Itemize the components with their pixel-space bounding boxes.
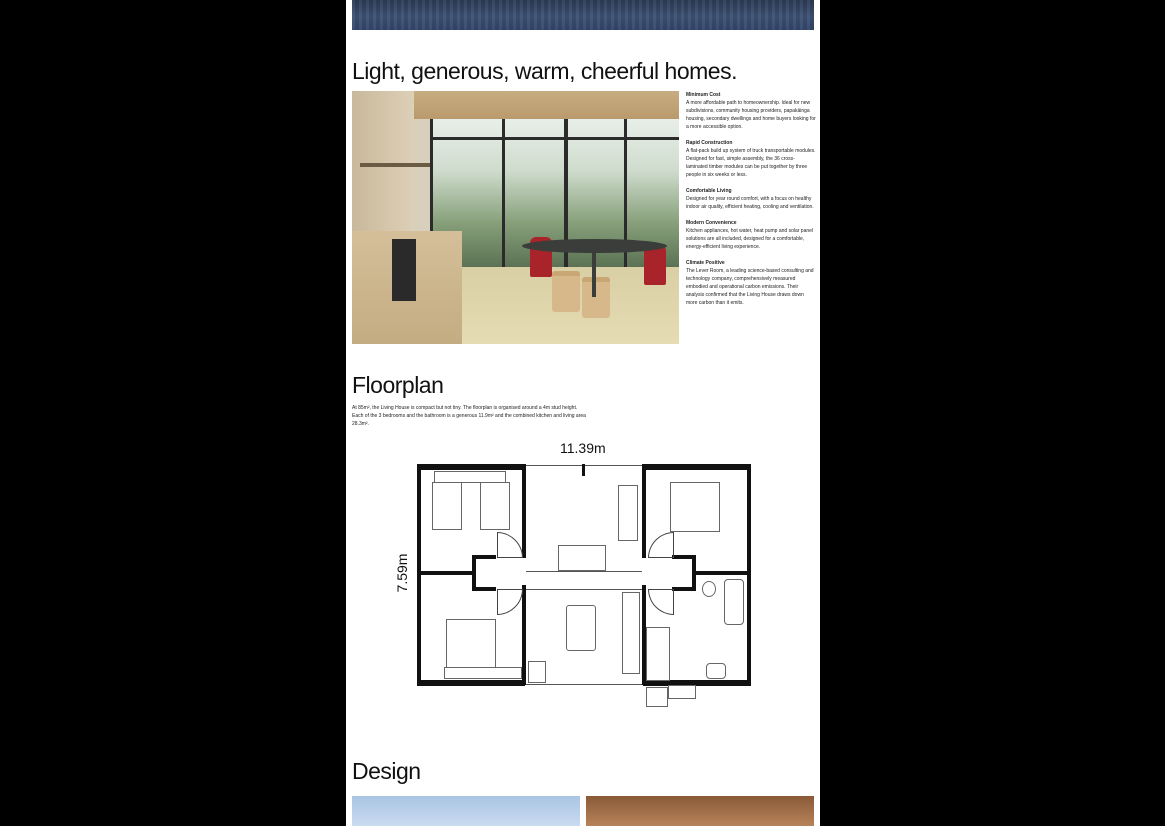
floorplan-height-label: 7.59m — [394, 553, 410, 593]
hero-image — [352, 0, 814, 30]
feature-item — [686, 139, 816, 179]
feature-item — [686, 187, 816, 211]
interior-photo — [352, 91, 679, 344]
section-headline: Light, generous, warm, cheerful homes. — [352, 58, 737, 84]
feature-text: Designed for year round comfort, with a focus on healthy indoor air quality, efficient heating, cooling and ventilation. — [686, 196, 814, 210]
design-photo — [586, 796, 814, 826]
floorplan-drawing — [386, 437, 786, 709]
feature-title: Minimum Cost — [686, 92, 721, 98]
feature-text: A flat-pack build up system of truck transportable modules. Designed for fast, simple assembly, the 36 cross-laminated timber modules can be put together by three people in six weeks or less. — [686, 148, 816, 178]
page-content — [346, 0, 820, 826]
floorplan-title: Floorplan — [352, 372, 444, 398]
feature-item — [686, 259, 816, 307]
feature-item — [686, 219, 816, 251]
feature-text: Kitchen appliances, hot water, heat pump and solar panel solutions are all included, designed for a comfortable, energy-efficient living experience. — [686, 228, 814, 250]
feature-text: The Lever Room, a leading science-based consulting and technology company, comprehensively measured embodied and operational carbon emissions. Their analysis confirmed that the Living House draws down more carbon than it emits. — [686, 268, 814, 306]
floorplan-width-label: 11.39m — [560, 440, 606, 456]
feature-title: Rapid Construction — [686, 140, 733, 146]
feature-text: A more affordable path to homeownership. Ideal for new subdivisions, community housing providers, papakāinga housing, secondary dwellings and home buyers looking for a more accessible option. — [686, 100, 816, 130]
floorplan-description: At 85m², the Living House is compact but not tiny. The floorplan is organised around a 4m stud height. Each of the 3 bedrooms and the bathroom is a generous 11.9m² and the combined kitchen and living area 28.3m². — [352, 405, 586, 427]
feature-title: Comfortable Living — [686, 188, 732, 194]
features-list — [686, 91, 816, 315]
feature-item — [686, 91, 816, 131]
feature-title: Modern Convenience — [686, 220, 737, 226]
design-title: Design — [352, 758, 421, 784]
design-photo — [352, 796, 580, 826]
feature-title: Climate Positive — [686, 260, 725, 266]
